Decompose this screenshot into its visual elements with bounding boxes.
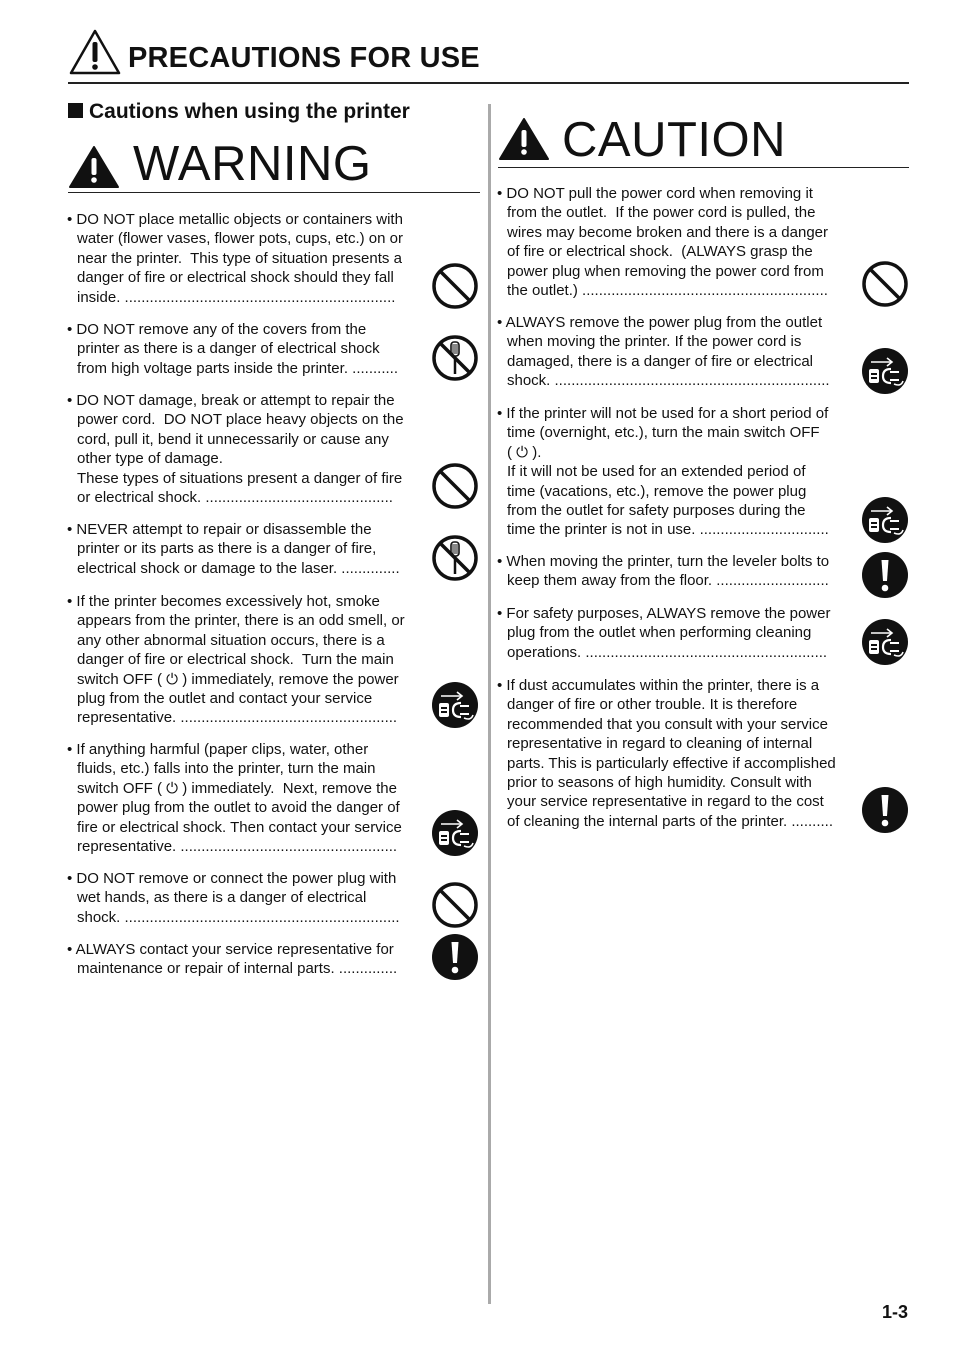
- text-line: shock. ..................................................................: [77, 908, 400, 926]
- text-line: printer or its parts as there is a danger of fire,: [77, 540, 377, 558]
- warning-item-text: [67, 391, 404, 507]
- text-line: near the printer. This type of situation presents a: [77, 249, 402, 267]
- caution-item-text: [497, 404, 829, 540]
- square-bullet-icon: [68, 103, 83, 118]
- text-line: representative. ....................................................: [77, 709, 398, 727]
- text-line: inside. .................................................................: [77, 288, 396, 306]
- text-line: representative. ....................................................: [77, 838, 398, 856]
- text-line: fire or electrical shock. Then contact your service: [77, 818, 402, 836]
- text-line: switch OFF ( ⏻ ) immediately, remove the power: [77, 670, 399, 688]
- warning-heading-text: WARNING: [133, 137, 372, 191]
- text-line: keep them away from the floor. ...........................: [507, 572, 829, 590]
- section-title: [68, 100, 410, 124]
- text-line: • DO NOT pull the power cord when removing it: [497, 185, 813, 202]
- caution-item-text: [497, 313, 830, 391]
- caution-heading: [498, 114, 909, 168]
- text-line: wires may become broken and there is a danger: [507, 223, 829, 241]
- text-line: • If the printer will not be used for a short period of: [497, 405, 829, 422]
- text-line: • DO NOT remove any of the covers from the: [67, 321, 367, 338]
- page-header: [68, 28, 909, 84]
- warning-item-text: [67, 520, 400, 578]
- text-line: danger of fire or electrical shock. Turn the main: [77, 651, 394, 669]
- text-line: • DO NOT remove or connect the power plug with: [67, 870, 397, 887]
- text-line: electrical shock or damage to the laser. ..............: [77, 559, 400, 577]
- text-line: power plug when removing the power cord from: [507, 262, 824, 280]
- unplug-icon: [431, 681, 479, 734]
- caution-filled-triangle-icon: [498, 117, 550, 161]
- text-line: maintenance or repair of internal parts. ..............: [77, 960, 398, 978]
- prohibited-icon: [431, 881, 479, 934]
- text-line: or electrical shock. .............................................: [77, 489, 393, 507]
- text-line: • For safety purposes, ALWAYS remove the power: [497, 605, 831, 622]
- text-line: ( ⏻ ).: [507, 443, 542, 461]
- mandatory-icon: [861, 551, 909, 604]
- warning-heading: [68, 137, 480, 193]
- text-line: other type of damage.: [77, 450, 223, 468]
- text-line: operations. ..........................................................: [507, 643, 828, 661]
- text-line: power cord. DO NOT place heavy objects on the: [77, 411, 404, 429]
- text-line: time the printer is not in use. ...............................: [507, 521, 829, 539]
- text-line: • When moving the printer, turn the leveler bolts to: [497, 553, 830, 570]
- text-line: plug from the outlet and contact your service: [77, 690, 373, 708]
- warning-item-text: [67, 592, 405, 728]
- text-line: your service representative in regard to the cost: [507, 793, 824, 811]
- text-line: of cleaning the internal parts of the printer. ..........: [507, 812, 834, 830]
- caution-item-text: [497, 184, 828, 300]
- page-title: PRECAUTIONS FOR USE: [128, 42, 480, 74]
- do-not-disassemble-icon: [431, 534, 479, 587]
- text-line: • ALWAYS remove the power plug from the outlet: [497, 314, 823, 331]
- text-line: • DO NOT damage, break or attempt to repair the: [67, 392, 395, 409]
- text-line: parts. This is particularly effective if accomplished: [507, 754, 836, 772]
- warning-item-text: [67, 940, 397, 979]
- warning-filled-triangle-icon: [68, 145, 120, 189]
- text-line: plug from the outlet when performing cleaning: [507, 624, 812, 642]
- text-line: when moving the printer. If the power cord is: [507, 333, 802, 351]
- text-line: the outlet.) ...........................................................: [507, 282, 828, 300]
- text-line: from the outlet. If the power cord is pulled, the: [507, 204, 816, 222]
- do-not-disassemble-icon: [431, 334, 479, 387]
- caution-item-text: [497, 552, 829, 591]
- unplug-icon: [861, 347, 909, 400]
- text-line: prior to seasons of high humidity. Consult with: [507, 774, 812, 792]
- text-line: from high voltage parts inside the printer. ...........: [77, 359, 398, 377]
- text-line: from the outlet for safety purposes during the: [507, 502, 806, 520]
- section-title-text: Cautions when using the printer: [89, 100, 410, 123]
- text-line: any other abnormal situation occurs, there is a: [77, 631, 385, 649]
- unplug-icon: [861, 618, 909, 671]
- warning-item-text: [67, 320, 398, 378]
- warning-item-text: [67, 740, 402, 856]
- text-line: damaged, there is a danger of fire or electrical: [507, 352, 813, 370]
- text-line: of fire or electrical shock. (ALWAYS grasp the: [507, 243, 813, 261]
- caution-heading-text: CAUTION: [562, 113, 786, 167]
- text-line: If it will not be used for an extended period of: [507, 463, 806, 481]
- prohibited-icon: [861, 260, 909, 313]
- text-line: • If the printer becomes excessively hot, smoke: [67, 593, 380, 610]
- text-line: cord, pull it, bend it unnecessarily or cause any: [77, 430, 389, 448]
- text-line: shock. ..................................................................: [507, 372, 830, 390]
- text-line: time (overnight, etc.), turn the main switch OFF: [507, 424, 820, 442]
- text-line: recommended that you consult with your service: [507, 715, 828, 733]
- text-line: fluids, etc.) falls into the printer, turn the main: [77, 760, 376, 778]
- unplug-icon: [431, 809, 479, 862]
- mandatory-icon: [861, 786, 909, 839]
- column-divider: [488, 104, 491, 1304]
- caution-item-text: [497, 676, 836, 831]
- text-line: These types of situations present a danger of fire: [77, 469, 403, 487]
- text-line: appears from the printer, there is an odd smell, or: [77, 612, 405, 630]
- text-line: • If dust accumulates within the printer, there is a: [497, 677, 820, 694]
- page-number: 1-3: [881, 1302, 908, 1322]
- prohibited-icon: [431, 262, 479, 315]
- text-line: danger of fire or other trouble. It is therefore: [507, 696, 798, 714]
- text-line: • If anything harmful (paper clips, water, other: [67, 741, 369, 758]
- text-line: power plug from the outlet to avoid the danger of: [77, 799, 400, 817]
- warning-triangle-icon: [68, 28, 122, 76]
- text-line: printer as there is a danger of electrical shock: [77, 340, 380, 358]
- unplug-icon: [861, 496, 909, 549]
- text-line: • NEVER attempt to repair or disassemble the: [67, 521, 372, 538]
- warning-item-text: [67, 869, 400, 927]
- text-line: wet hands, as there is a danger of electrical: [77, 889, 367, 907]
- warning-item-text: [67, 210, 403, 307]
- text-line: danger of fire or electrical shock should they fall: [77, 269, 394, 287]
- text-line: switch OFF ( ⏻ ) immediately. Next, remove the: [77, 779, 397, 797]
- text-line: representative in regard to cleaning of internal: [507, 735, 813, 753]
- text-line: • DO NOT place metallic objects or containers with: [67, 211, 403, 228]
- text-line: water (flower vases, flower pots, cups, etc.) on or: [77, 230, 403, 248]
- caution-item-text: [497, 604, 830, 662]
- text-line: time (vacations, etc.), remove the power plug: [507, 482, 807, 500]
- mandatory-icon: [431, 933, 479, 986]
- prohibited-icon: [431, 462, 479, 515]
- text-line: • ALWAYS contact your service representative for: [67, 941, 394, 958]
